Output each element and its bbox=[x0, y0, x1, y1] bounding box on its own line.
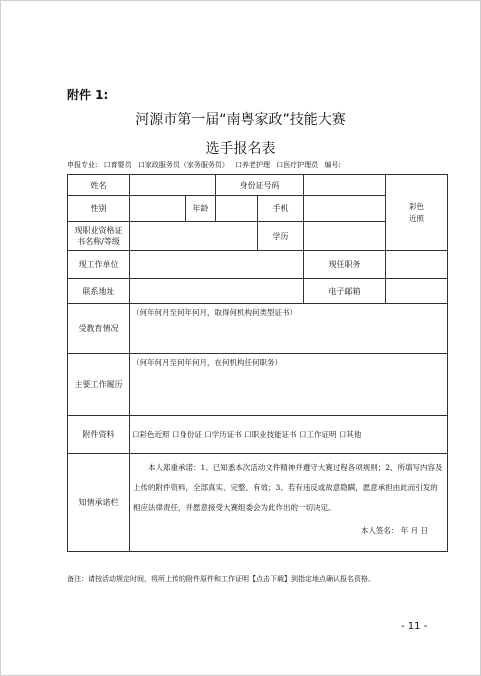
pledge-section bbox=[130, 454, 448, 552]
cert-label bbox=[68, 222, 130, 251]
cert-label-line2: 书名称/等级 bbox=[77, 237, 120, 246]
position-label: 现任职务 bbox=[304, 251, 386, 279]
pledge-label: 知情承诺栏 bbox=[68, 454, 130, 552]
age-label: 年龄 bbox=[186, 196, 216, 222]
email-field[interactable] bbox=[386, 279, 448, 304]
education-history-hint: （何年何月至何年何月，取得何机构何类型证书） bbox=[132, 308, 297, 317]
category-option-housekeeping[interactable]: 口家政服务员（家务服务员） bbox=[137, 161, 229, 169]
position-field[interactable] bbox=[386, 251, 448, 279]
photo-box[interactable] bbox=[386, 175, 448, 251]
gender-field[interactable] bbox=[130, 196, 186, 222]
work-history-hint: （何年何月至何年何月，在何机构任何职务） bbox=[132, 358, 282, 367]
email-label: 电子邮箱 bbox=[304, 279, 386, 304]
gender-label: 性别 bbox=[68, 196, 130, 222]
address-label: 联系地址 bbox=[68, 279, 130, 304]
category-option-medical-care[interactable]: 口医疗护理员 bbox=[276, 161, 319, 169]
education-history-field[interactable] bbox=[130, 304, 448, 354]
id-number-label: 身份证号码 bbox=[216, 175, 304, 196]
attachment-label: 附件 1: bbox=[67, 88, 109, 102]
employer-field[interactable] bbox=[130, 251, 304, 279]
id-number-field[interactable] bbox=[304, 175, 386, 196]
phone-label: 手机 bbox=[258, 196, 304, 222]
photo-label-line2: 近照 bbox=[409, 213, 424, 223]
photo-label-line1: 彩色 bbox=[409, 201, 424, 211]
attachments-checklist[interactable]: 口彩色近照 口身份证 口学历证书 口职业技能证书 口工作证明 口其他 bbox=[130, 416, 448, 454]
cert-field[interactable] bbox=[130, 222, 258, 251]
category-label: 申报专业: bbox=[67, 161, 98, 169]
category-option-childcare[interactable]: 口育婴员 bbox=[103, 161, 132, 169]
category-option-elderly-care[interactable]: 口养老护理 bbox=[235, 161, 271, 169]
education-label: 学历 bbox=[258, 222, 304, 251]
form-title: 选手报名表 bbox=[205, 141, 276, 157]
page-number: - 11 - bbox=[401, 621, 428, 632]
cert-label-line1: 现职业资格证 bbox=[74, 226, 123, 235]
footnote: 备注：请按活动规定时间，将所上传的附件原件和工作证明【点击下载】到指定地点确认报名资格。 bbox=[67, 575, 375, 583]
phone-field[interactable] bbox=[304, 196, 386, 222]
signature-line[interactable]: 本人签名： 年 月 日 bbox=[360, 526, 428, 535]
education-history-label: 受教育情况 bbox=[68, 304, 130, 354]
registration-form bbox=[67, 174, 448, 552]
employer-label: 现工作单位 bbox=[68, 251, 130, 279]
work-history-label: 主要工作履历 bbox=[68, 354, 130, 416]
document-title: 河源市第一届“南粤家政”技能大赛 bbox=[135, 112, 346, 128]
name-label: 姓名 bbox=[68, 175, 130, 196]
age-field[interactable] bbox=[216, 196, 258, 222]
education-field[interactable] bbox=[304, 222, 386, 251]
category-line bbox=[67, 160, 345, 170]
name-field[interactable] bbox=[130, 175, 216, 196]
work-history-field[interactable] bbox=[130, 354, 448, 416]
pledge-text: 本人郑重承诺：1、已知悉本次活动文件精神并遵守大赛过程各项规则；2、所填写内容及上传的附件资料，全部真实、完整、有效；3、若有违反或故意隐瞒，愿意承担由此而引发的相应法律责任，并愿意接受大赛组委会为此作出的一切决定。 bbox=[133, 463, 443, 512]
address-field[interactable] bbox=[130, 279, 304, 304]
number-label: 编号: bbox=[324, 161, 341, 169]
attachments-label: 附件资料 bbox=[68, 416, 130, 454]
